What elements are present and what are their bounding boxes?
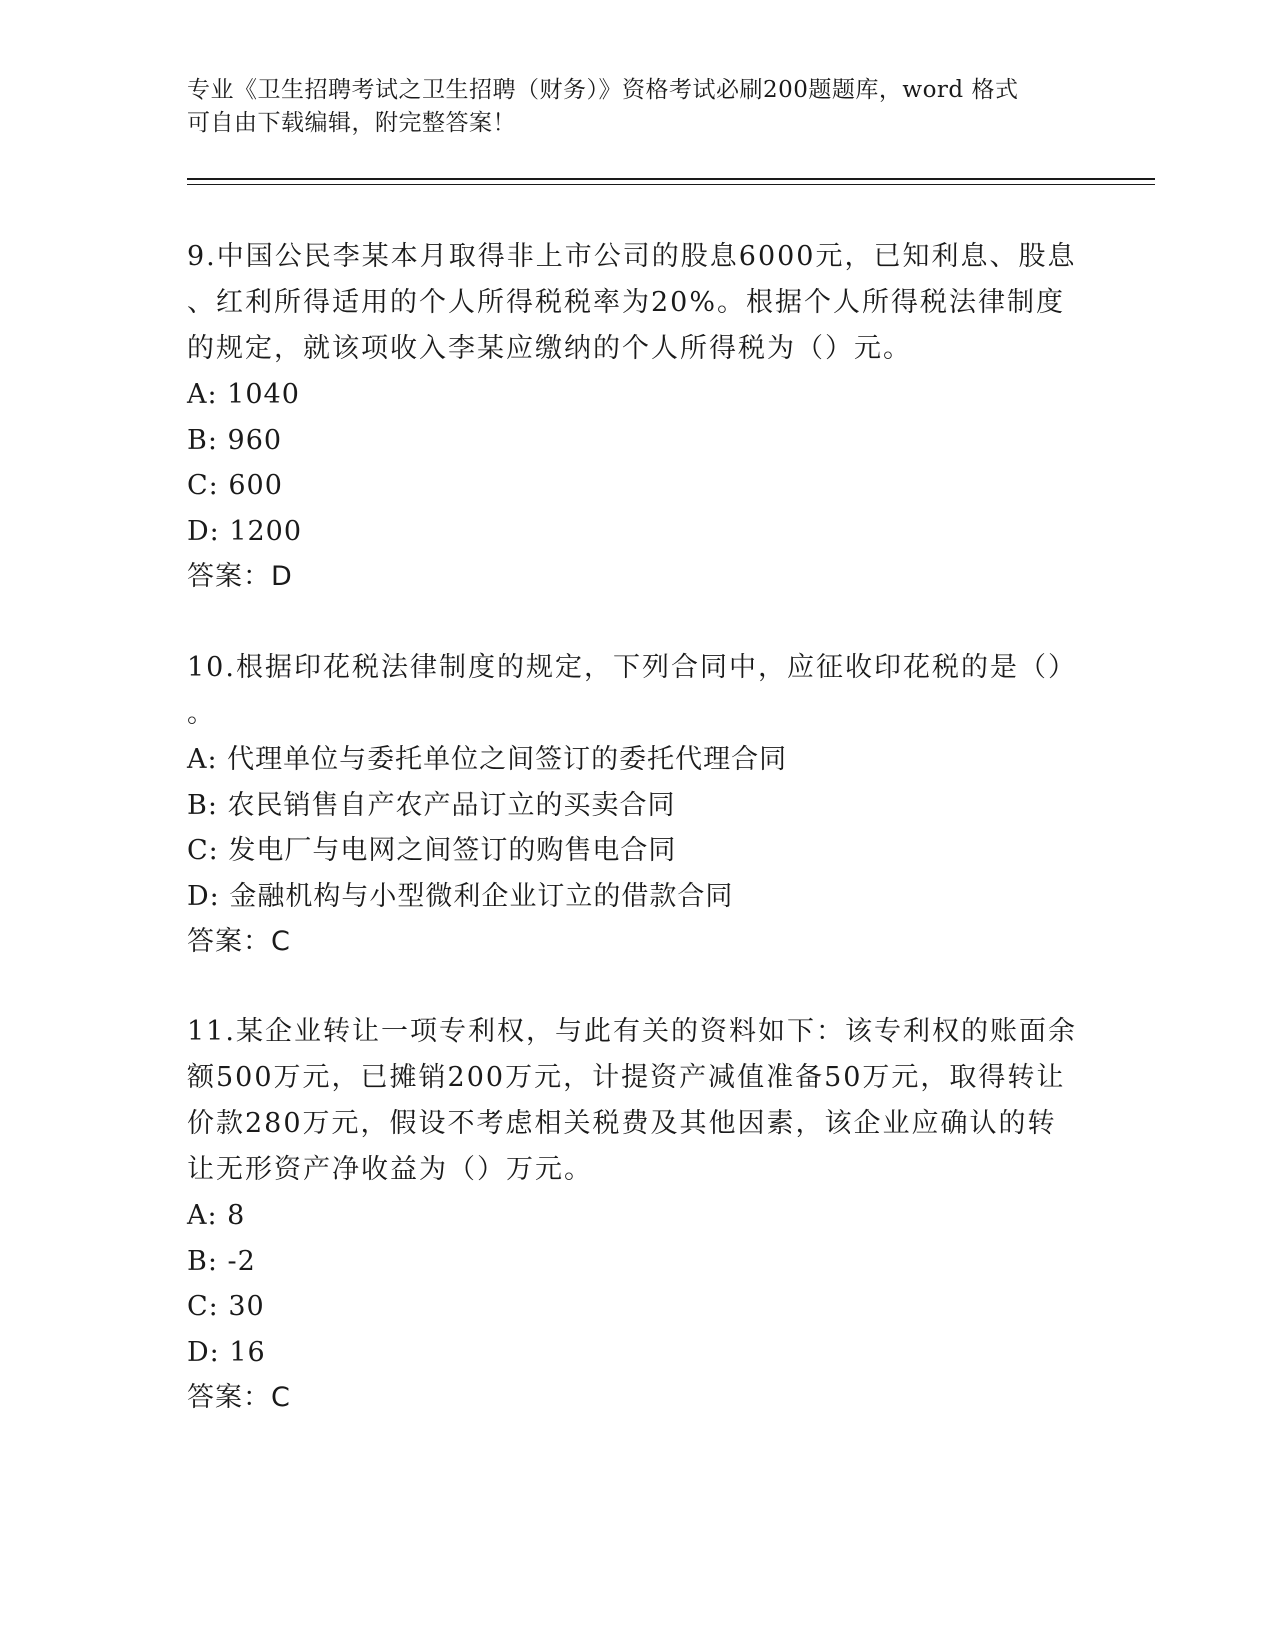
question-stem-line: 9.中国公民李某本月取得非上市公司的股息6000元，已知利息、股息 [187,241,1077,272]
option-c: C: 30 [187,1291,265,1322]
header-line-2: 可自由下载编辑，附完整答案！ [187,110,516,136]
option-c: C: 600 [187,470,283,501]
option-b: B: 960 [187,424,283,456]
question-stem-line: 10.根据印花税法律制度的规定，下列合同中，应征收印花税的是（） [187,652,1077,683]
answer: 答案：D [187,561,293,592]
question-9 [187,234,1077,600]
question-stem-line: 价款280万元，假设不考虑相关税费及其他因素，该企业应确认的转 [187,1108,1057,1139]
document-header [187,74,1087,140]
option-d: D: 金融机构与小型微利企业订立的借款合同 [187,880,734,912]
option-b: B: 农民销售自产农产品订立的买卖合同 [187,789,676,821]
question-stem-line: 、红利所得适用的个人所得税税率为20%。根据个人所得税法律制度 [187,287,1066,318]
option-c: C: 发电厂与电网之间签订的购售电合同 [187,835,677,866]
question-10 [187,645,1077,965]
question-stem-line: 让无形资产净收益为（）万元。 [187,1154,593,1185]
option-b: B: -2 [187,1245,256,1277]
question-stem-line: 的规定，就该项收入李某应缴纳的个人所得税为（）元。 [187,333,912,364]
question-stem-line: 额500万元，已摊销200万元，计提资产减值准备50万元，取得转让 [187,1062,1066,1093]
answer: 答案：C [187,1382,291,1413]
header-divider-thin [187,184,1155,185]
option-a: A: 代理单位与委托单位之间签订的委托代理合同 [187,744,788,775]
answer: 答案：C [187,926,291,957]
question-stem-line: 。 [187,698,216,729]
header-divider [187,178,1155,180]
option-a: A: 1040 [187,379,300,410]
option-d: D: 1200 [187,515,303,547]
question-stem-line: 11.某企业转让一项专利权，与此有关的资料如下：该专利权的账面余 [187,1016,1077,1047]
question-11 [187,1009,1077,1421]
header-line-1: 专业《卫生招聘考试之卫生招聘（财务）》资格考试必刷200题题库，word 格式 [187,77,1019,103]
option-a: A: 8 [187,1200,246,1231]
option-d: D: 16 [187,1336,266,1368]
